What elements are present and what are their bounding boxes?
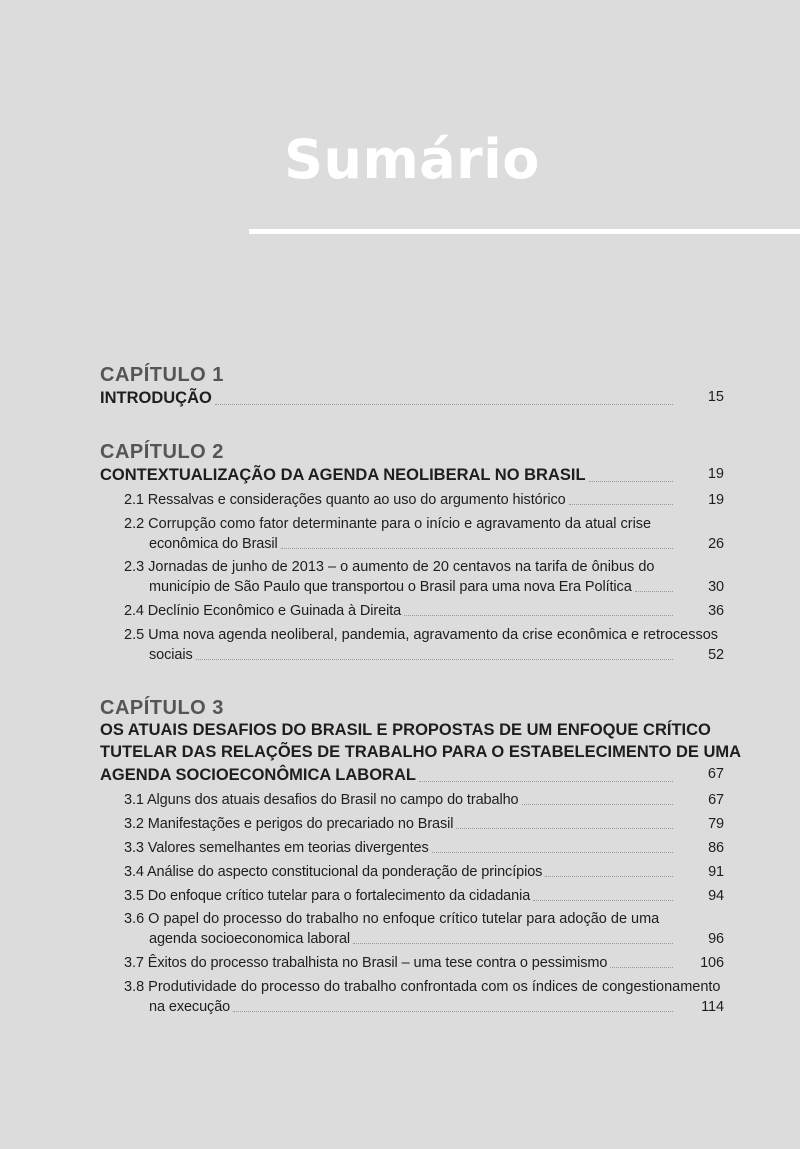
toc-entry-title: CONTEXTUALIZAÇÃO DA AGENDA NEOLIBERAL NO BRASIL (100, 466, 586, 484)
toc-entry-title: 2.3 Jornadas de junho de 2013 – o aumento de 20 centavos na tarifa de ônibus do (124, 559, 655, 575)
toc-entry-title-cont: município de São Paulo que transportou o Brasil para uma nova Era Política (149, 579, 632, 595)
dot-leader (533, 900, 673, 901)
toc-page-number: 15 (707, 389, 724, 405)
toc-entry-title: OS ATUAIS DESAFIOS DO BRASIL E PROPOSTAS DE UM ENFOQUE CRÍTICO (100, 721, 711, 739)
toc-entry-title: 2.5 Uma nova agenda neoliberal, pandemia, agravamento da crise econômica e retrocessos (124, 627, 719, 643)
dot-leader (419, 781, 673, 782)
toc-entry (149, 579, 724, 595)
dot-leader (432, 852, 673, 853)
toc-entry (124, 792, 724, 808)
toc-page-number: 19 (707, 466, 724, 482)
toc-entry-title-cont: TUTELAR DAS RELAÇÕES DE TRABALHO PARA O ESTABELECIMENTO DE UMA (100, 743, 742, 761)
chapter-heading: CAPÍTULO 2 (100, 441, 224, 463)
toc-entry (124, 816, 724, 832)
toc-entry (124, 955, 724, 971)
chapter-heading: CAPÍTULO 1 (100, 364, 224, 386)
dot-leader (233, 1011, 673, 1012)
toc-entry (124, 840, 724, 856)
toc-page-number: 94 (708, 888, 724, 904)
toc-entry-title: 3.6 O papel do processo do trabalho no enfoque crítico tutelar para adoção de uma (124, 911, 660, 927)
toc-entry (100, 466, 724, 485)
toc-entry-title: INTRODUÇÃO (100, 389, 212, 407)
toc-page-number: 52 (708, 647, 724, 663)
toc-entry (149, 931, 724, 947)
toc-entry (149, 647, 724, 663)
toc-page-number: 26 (708, 536, 724, 552)
toc-page-number: 96 (708, 931, 724, 947)
toc-entry (124, 864, 724, 880)
toc-page-number: 67 (708, 792, 724, 808)
toc-page-number: 30 (708, 579, 724, 595)
dot-leader (569, 504, 673, 505)
toc-page-number: 86 (708, 840, 724, 856)
toc-entry (124, 492, 724, 508)
dot-leader (635, 591, 673, 592)
dot-leader (456, 828, 673, 829)
dot-leader (353, 943, 673, 944)
toc-page-number: 91 (708, 864, 724, 880)
toc-entry-title-cont: agenda socioeconomica laboral (149, 931, 351, 947)
toc-page-number: 36 (708, 603, 724, 619)
title-underline (249, 229, 800, 234)
toc-entry (124, 603, 724, 619)
page-title: Sumário (284, 128, 540, 191)
toc-entry-title: 3.4 Análise do aspecto constitucional da ponderação de princípios (124, 864, 543, 880)
dot-leader (522, 804, 673, 805)
toc-page-number: 106 (700, 955, 724, 971)
toc-entry-title: 3.2 Manifestações e perigos do precariado no Brasil (124, 816, 454, 832)
dot-leader (589, 481, 673, 482)
toc-entry (100, 389, 724, 408)
toc-entry-title-cont: na execução (149, 999, 231, 1015)
toc-entry (149, 999, 724, 1015)
toc-entry-title: 3.8 Produtividade do processo do trabalho confrontada com os índices de congestionamento (124, 979, 721, 995)
dot-leader (281, 548, 673, 549)
chapter-heading: CAPÍTULO 3 (100, 697, 224, 719)
toc-page-number: 114 (701, 999, 724, 1015)
toc-entry-title-cont: econômica do Brasil (149, 536, 278, 552)
dot-leader (545, 876, 673, 877)
toc-entry (149, 536, 724, 552)
toc-entry-title: 3.1 Alguns dos atuais desafios do Brasil no campo do trabalho (124, 792, 519, 808)
toc-entry-title-cont: sociais (149, 647, 193, 663)
toc-entry-title-cont: AGENDA SOCIOECONÔMICA LABORAL (100, 766, 416, 784)
toc-entry-title: 3.7 Êxitos do processo trabalhista no Brasil – uma tese contra o pessimismo (124, 955, 608, 971)
toc-entry-title: 2.2 Corrupção como fator determinante para o início e agravamento da atual crise (124, 516, 652, 532)
toc-page-number: 67 (707, 766, 724, 782)
dot-leader (404, 615, 673, 616)
toc-entry-title: 2.1 Ressalvas e considerações quanto ao uso do argumento histórico (124, 492, 566, 508)
dot-leader (215, 404, 673, 405)
toc-entry-title: 3.5 Do enfoque crítico tutelar para o fortalecimento da cidadania (124, 888, 531, 904)
toc-entry-title: 2.4 Declínio Econômico e Guinada à Direita (124, 603, 402, 619)
dot-leader (610, 967, 673, 968)
toc-entry (124, 888, 724, 904)
toc-page-number: 79 (708, 816, 724, 832)
dot-leader (196, 659, 673, 660)
toc-page-number: 19 (708, 492, 724, 508)
toc-entry (100, 766, 724, 785)
toc-entry-title: 3.3 Valores semelhantes em teorias divergentes (124, 840, 429, 856)
